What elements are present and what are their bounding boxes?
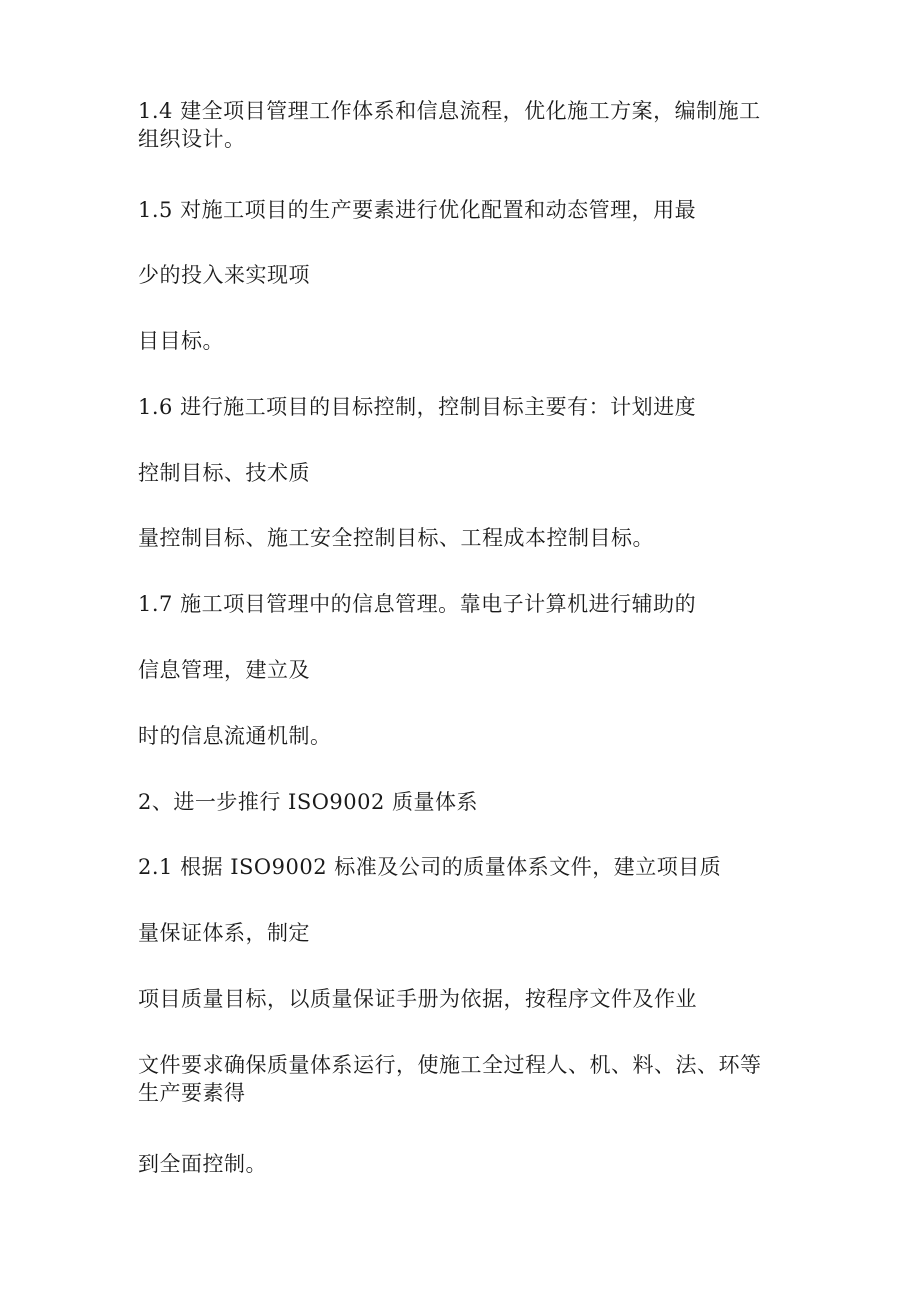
text-line: 控制目标、技术质	[138, 461, 310, 485]
text-line: 信息管理，建立及	[138, 658, 310, 682]
text-line: 量保证体系，制定	[138, 921, 310, 945]
text-line: 1.4 建全项目管理工作体系和信息流程，优化施工方案，编制施工	[138, 99, 761, 123]
text-line: 1.5 对施工项目的生产要素进行优化配置和动态管理，用最	[138, 198, 697, 222]
text-line: 生产要素得	[138, 1081, 246, 1105]
text-line: 目目标。	[138, 329, 224, 353]
text-line: 量控制目标、施工安全控制目标、工程成本控制目标。	[138, 526, 654, 550]
text-line: 组织设计。	[138, 127, 246, 151]
text-line: 少的投入来实现项	[138, 263, 310, 287]
text-line: 项目质量目标，以质量保证手册为依据，按程序文件及作业	[138, 987, 697, 1011]
text-line: 文件要求确保质量体系运行，使施工全过程人、机、料、法、环等	[138, 1053, 762, 1077]
text-line: 1.6 进行施工项目的目标控制，控制目标主要有：计划进度	[138, 395, 697, 419]
text-line: 时的信息流通机制。	[138, 724, 332, 748]
text-line: 2.1 根据 ISO9002 标准及公司的质量体系文件，建立项目质	[138, 855, 722, 879]
text-line: 到全面控制。	[138, 1152, 267, 1176]
section-heading: 2、进一步推行 ISO9002 质量体系	[138, 790, 479, 814]
text-line: 1.7 施工项目管理中的信息管理。靠电子计算机进行辅助的	[138, 592, 697, 616]
